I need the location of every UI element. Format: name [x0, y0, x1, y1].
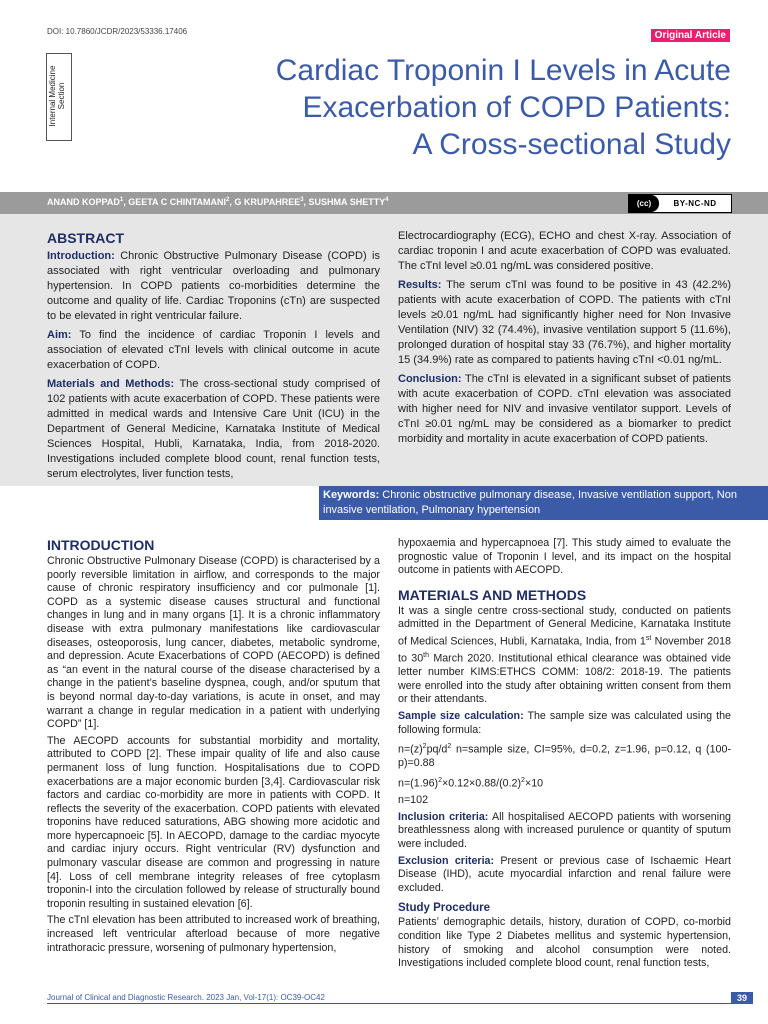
exclusion-criteria: Exclusion criteria: Present or previous case of Ischaemic Heart Disease (IHD), acute myocardial infarction and renal failure were excluded.: [398, 854, 731, 894]
authors-list: ANAND KOPPAD$^1$, GEETA C CHINTAMANI$^2$, G KRUPAHREE$^3$, SUSHMA SHETTY$^4$: [47, 197, 389, 207]
inclusion-criteria: Inclusion criteria: All hospitalised AECOPD patients with worsening breathlessness along with increased purulence or quantity of sputum were included.: [398, 810, 731, 850]
body-left-column: [47, 536, 380, 958]
abstract-heading: ABSTRACT: [47, 230, 124, 246]
cc-icon: (cc): [629, 195, 659, 212]
abstract-results: Results: The serum cTnI was found to be positive in 43 (42.2%) patients with acute exacerbation of COPD. The patients with cTnI levels ≥0.01 ng/mL had significantly higher need for Non Invasive Ventilation (NIV) 32 (74.4%), invasive ventilation support 5 (11.6%), prolonged duration of hospital stay 33 (76.7%), and higher mortality 15 (34.9%) rate as compared to patients having cTnI <0.01 ng/mL.: [398, 279, 731, 366]
study-procedure-heading: Study Procedure: [398, 902, 491, 915]
section-label: Internal Medicine Section: [48, 65, 66, 127]
journal-footer: Journal of Clinical and Diagnostic Research. 2023 Jan, Vol-17(1): OC39-OC42: [47, 993, 325, 1002]
introduction-heading: INTRODUCTION: [47, 537, 155, 553]
formula-1: $n=(z)^2pq/d^2$ n=sample size, CI=95%, d=0.2, z=1.96, p=0.12, q (100-p)=0.88: [398, 743, 731, 770]
article-type-badge: Original Article: [651, 29, 730, 42]
abstract-right-column: [398, 229, 731, 451]
formula-3: n=102: [398, 794, 429, 807]
keywords: Keywords: Chronic obstructive pulmonary disease, Invasive ventilation support, Non invasive ventilation, Pulmonary hypertension: [323, 489, 737, 516]
intro-paragraph-2: The AECOPD accounts for substantial morbidity and mortality, attributed to COPD [2]. These impair quality of life and also cause permanent loss of lung function. Hospitalisations due to COPD exacerbations are a major economic burden [3,4]. Cardiovascular risk factors and cardiac co-morbidity are more in patients with COPD. It reflects the severity of the exacerbation. COPD patients with elevated troponins have reduced saturations, ABG showing more acidotic and more hypercapnoeic [5]. In AECOPD, damage to the cardiac myocyte and cardiac injury occurs. Right ventricular (RV) dysfunction and pulmonary vascular disease are common and progressing in nature [4]. Loss of cell membrane integrity releases of free cytoplasm troponin-I into the circulation followed by release of structurally bound troponin resulting in sustained elevation [6].: [47, 734, 380, 910]
mm-paragraph-1: It was a single centre cross-sectional study, conducted on patients admitted in the Department of General Medicine, Karnataka Institute of Medical Sciences, Hubli, Karnataka, India, from 1st November 2018 to 30th March 2020. Institutional ethical clearance was obtained vide letter number KIMS:ETHCS COMM: 108/2: 2018-19. The patients were enrolled into the study after obtaining written consent from them or their attendants.: [398, 604, 732, 706]
footer-divider: [47, 1003, 731, 1004]
intro-paragraph-3: The cTnI elevation has been attributed to increased work of breathing, increased left ventricular afterload because of more negative intrathoracic pressure, worsening of pulmonary hypertension,: [47, 914, 380, 954]
abstract-aim: Aim: To find the incidence of cardiac Troponin I levels and association of elevated cTnI levels with clinical outcome in acute exacerbation of COPD.: [47, 329, 380, 371]
abstract-methods: Materials and Methods: The cross-sectional study comprised of 102 patients with acute exacerbation of COPD. These patients were admitted in medical wards and Intensive Care Unit (ICU) in the Department of General Medicine, Karnataka Institute of Medical Sciences Hospital, Hubli, Karnataka, India, from 2018-2020. Investigations included complete blood count, renal function tests, serum electrolytes, liver function tests,: [47, 378, 380, 480]
abstract-conclusion: Conclusion: The cTnI is elevated in a significant subset of patients with acute exacerbation of COPD. cTnI elevation was associated with higher need for NIV and invasive ventilator support. Levels of cTnI ≥0.01 ng/mL may be considered as a biomarker to predict morbidity and mortality in acute exacerbation of COPD patients.: [398, 373, 731, 445]
sample-size: Sample size calculation: The sample size was calculated using the following formula:: [398, 710, 731, 736]
materials-methods-heading: MATERIALS AND METHODS: [398, 586, 587, 603]
doi-text: DOI: 10.7860/JCDR/2023/53336.17406: [47, 27, 188, 36]
study-procedure-text: Patients’ demographic details, history, duration of COPD, co-morbid condition like Type 2 Diabetes mellitus and systemic hypertension, history of smoking and alcohol consumption were noted. Investigations included complete blood count, renal function tests,: [398, 916, 731, 970]
abstract-methods-continued: Electrocardiography (ECG), ECHO and chest X-ray. Association of cardiac troponin I and acute exacerbation of COPD was evaluated. The cTnI level ≥0.01 ng/mL was considered positive.: [398, 230, 731, 272]
abstract-introduction: Introduction: Chronic Obstructive Pulmonary Disease (COPD) is associated with right ventricular overloading and pulmonary hypertension. In COPD patients co-morbidities determine the outcome and quality of life. Cardiac Troponins (cTn) are suspected to be elevated in right ventricular failure.: [47, 250, 380, 322]
formula-2: $n=(1.96)^2\times 0.12\times 0.88/(0.2)^2\times 10$: [398, 777, 544, 790]
abstract-left-column: [47, 229, 380, 486]
title-line-3: A Cross-sectional Study: [412, 128, 731, 161]
intro-paragraph-3-continued: hypoxaemia and hypercapnoea [7]. This study aimed to evaluate the prognostic value of Troponin I level, and its impact on the hospital outcome in patients with AECOPD.: [398, 537, 731, 577]
intro-paragraph-1: Chronic Obstructive Pulmonary Disease (COPD) is characterised by a poorly reversible limitation in airflow, and corresponds to the major cause of chronic respiratory insufficiency and cor pulmonale [1]. COPD as a systemic disease causes structural and functional changes in lung and in many organs [1]. It is a chronic inflammatory disease with extra pulmonary manifestations like cardiovascular diseases, osteoporosis, lung cancer, diabetes, metabolic syndrome, and depression. Acute Exacerbations of COPD (AECOPD) is defined as “an event in the natural course of the disease characterised by a change in the patient’s baseline dyspnea, cough, and/or sputum that is beyond normal day-to-day variations, is acute in onset, and may warrant a change in regular medication in a patient with underlying COPD” [1].: [47, 555, 380, 731]
body-right-column: [398, 537, 731, 974]
license-text: BY-NC-ND: [673, 199, 717, 208]
title-line-2: Exacerbation of COPD Patients:: [302, 91, 731, 124]
cc-license-badge: [628, 194, 732, 213]
title-line-1: Cardiac Troponin I Levels in Acute: [275, 54, 731, 87]
article-title: [140, 52, 731, 163]
page-number: 39: [731, 992, 753, 1004]
